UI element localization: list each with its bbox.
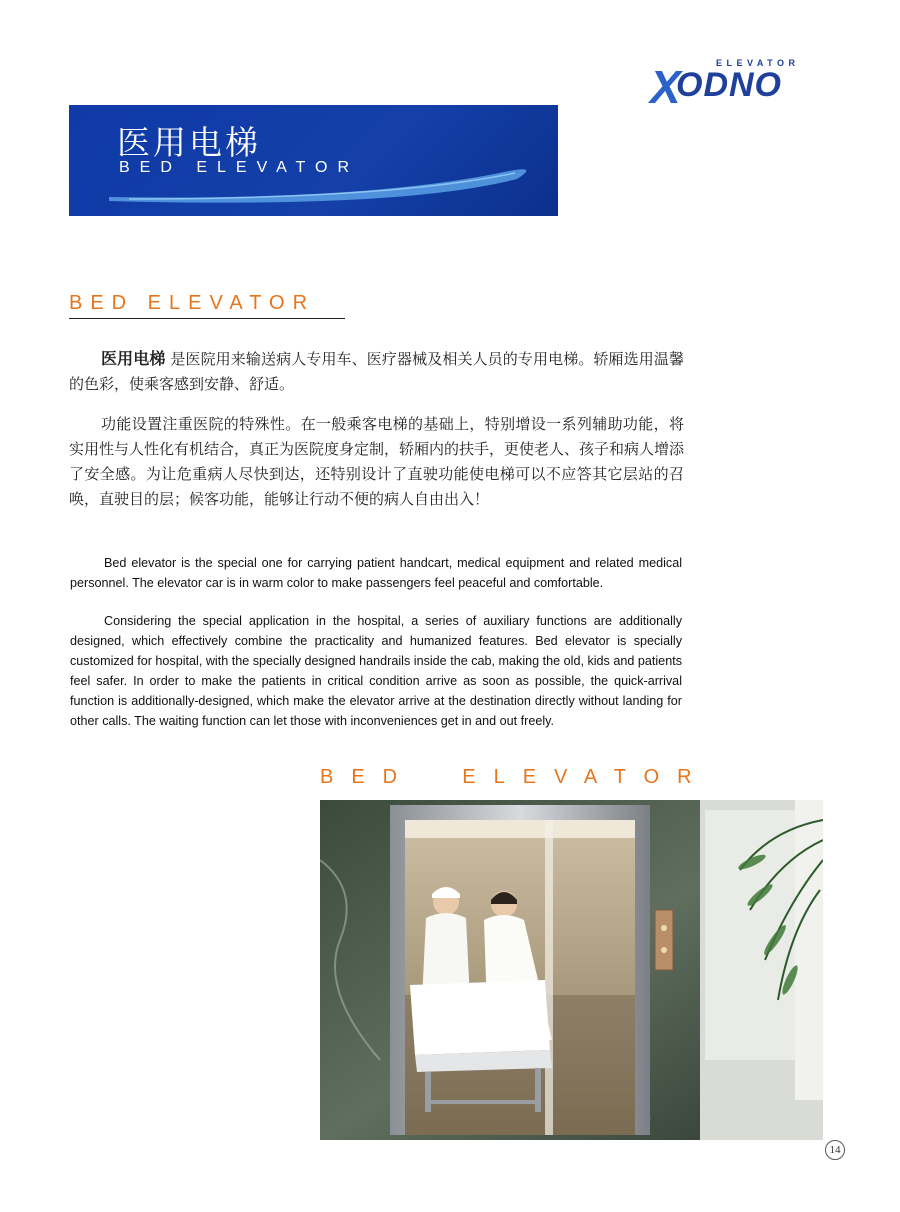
photo-title: BED ELEVATOR bbox=[320, 766, 710, 788]
logo-x-mark: X bbox=[650, 61, 681, 113]
title-banner bbox=[69, 105, 558, 216]
logo-wordmark: ODNO bbox=[676, 66, 782, 104]
cn-paragraph-1 bbox=[69, 346, 684, 397]
logo-subtitle: ELEVATOR bbox=[716, 58, 800, 68]
page-number: 14 bbox=[825, 1140, 845, 1160]
section-heading: BED ELEVATOR bbox=[69, 292, 316, 314]
cn-paragraph-1-text: 是医院用来输送病人专用车、医疗器械及相关人员的专用电梯。轿厢选用温馨的色彩，使乘客感到安静、舒适。 bbox=[69, 350, 684, 393]
banner-title-cn: 医用电梯 bbox=[117, 123, 261, 162]
en-paragraph-1: Bed elevator is the special one for carrying patient handcart, medical equipment and related medical personnel. The elevator car is in warm color to make passengers feel peaceful and comfortable. bbox=[70, 556, 682, 590]
cn-lead-term: 医用电梯 bbox=[101, 349, 166, 368]
cn-paragraph-2: 功能设置注重医院的特殊性。在一般乘客电梯的基础上，特别增设一系列辅助功能，将实用性与人性化有机结合，真正为医院度身定制，轿厢内的扶手，更使老人、孩子和病人增添了安全感。为让危重病人尽快到达，还特别设计了直驶功能使电梯可以不应答其它层站的召唤，直驶目的层；候客功能，能够让行动不便的病人自由出入！ bbox=[69, 415, 685, 508]
elevator-illustration bbox=[320, 800, 823, 1140]
banner-title-en: BED ELEVATOR bbox=[119, 159, 360, 176]
heading-underline bbox=[69, 318, 345, 319]
elevator-photo bbox=[320, 800, 823, 1140]
en-paragraph-2: Considering the special application in the hospital, a series of auxiliary functions are additionally designed, which effectively combine the practicality and humanized features. Bed elevator is specially customized for hospital, with the specially designed handrails inside the cab, making the old, kids and patients feel safer. In order to make the patients in critical condition arrive as soon as possible, the quick-arrival function is additionally-designed, which make the elevator arrive at the destination directly without landing for other calls. The waiting function can let those with inconveniences get in and out freely. bbox=[70, 614, 682, 728]
